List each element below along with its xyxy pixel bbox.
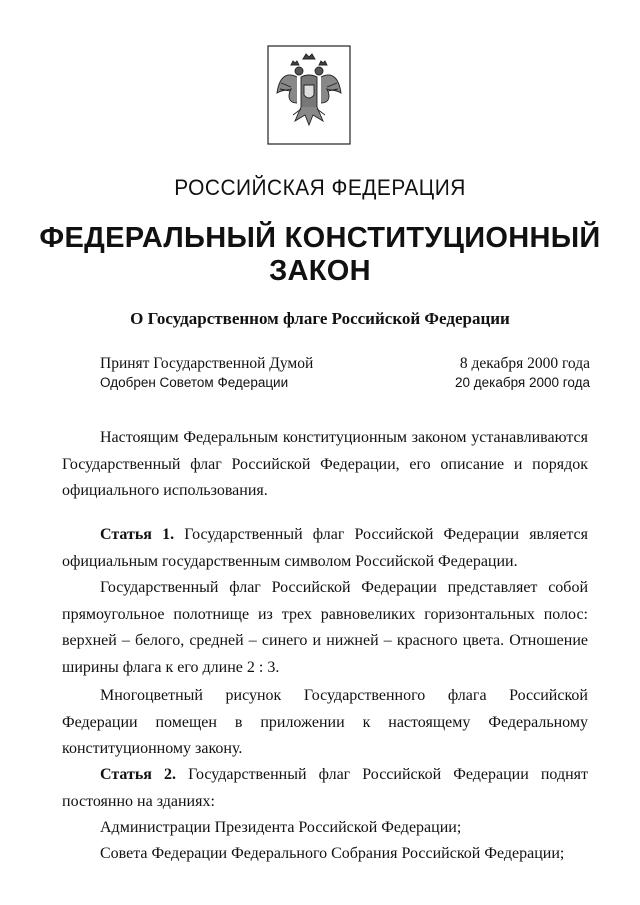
- law-title: О Государственном флаге Российской Федерации: [130, 309, 510, 328]
- article1-description-paragraph: Государственный флаг Российской Федерации представляет собой прямоугольное полотнище из трех равновеликих горизонтальных полос: верхней – белого, средней – синего и нижней – красного цвета. Отношение ширины флага к его длине 2 : 3.: [62, 579, 588, 676]
- adoption-date: 20 декабря 2000 года: [454, 375, 590, 390]
- country-heading: РОССИЙСКАЯ ФЕДЕРАЦИЯ: [174, 175, 466, 200]
- list-item: Совета Федерации Федерального Собрания Российской Федерации;: [100, 845, 565, 862]
- law-type-heading: ФЕДЕРАЛЬНЫЙ КОНСТИТУЦИОННЫЙ ЗАКОН: [39, 222, 601, 287]
- preamble-paragraph: Настоящим Федеральным конституционным законом устанавливаются Государственный флаг Российской Федерации, его описание и порядок официального использования.: [62, 429, 588, 499]
- article2-label: Статья 2.: [100, 766, 177, 783]
- adoption-label: Одобрен Советом Федерации: [100, 375, 289, 390]
- adoption-date: 8 декабря 2000 года: [459, 355, 590, 372]
- article1-appendix-paragraph: Многоцветный рисунок Государственного флага Российской Федерации помещен в приложении к настоящему Федеральному конституционному закону.: [62, 687, 588, 757]
- article2-paragraph: [62, 762, 588, 815]
- article1-label: Статья 1.: [100, 526, 175, 543]
- article1-paragraph: [62, 522, 588, 575]
- article2-text: Государственный флаг Российской Федерации поднят постоянно на зданиях:: [62, 766, 588, 810]
- article1-text: Государственный флаг Российской Федерации является официальным государственным символом Российской Федерации.: [62, 526, 588, 570]
- list-item: Администрации Президента Российской Федерации;: [100, 819, 462, 836]
- coat-of-arms-emblem: [267, 45, 351, 145]
- adoption-label: Принят Государственной Думой: [100, 355, 314, 372]
